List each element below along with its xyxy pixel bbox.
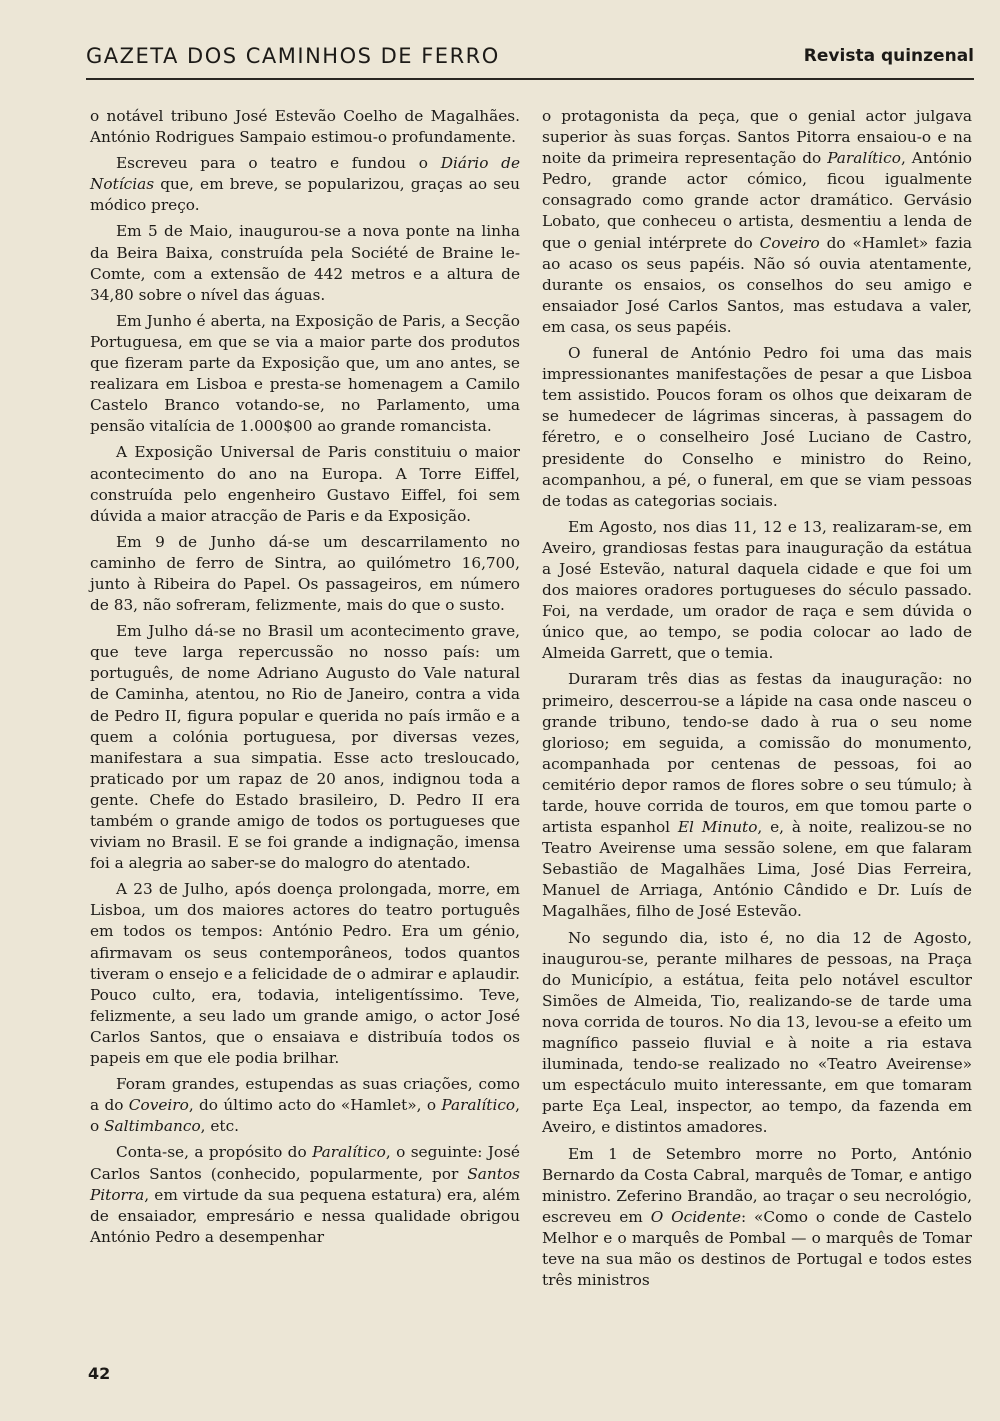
text-column-right bbox=[542, 106, 972, 1296]
publication-title: GAZETA DOS CAMINHOS DE FERRO bbox=[86, 44, 500, 68]
text-column-left bbox=[90, 106, 520, 1253]
article-paragraph: Em Julho dá-se no Brasil um acontecimento grave, que teve larga repercussão no nosso país: um português, de nome Adriano Augusto do Vale natural de Caminha, atentou, no Rio de Janeiro, contra a vida de Pedro II, figura popular e querida no país irmão e a quem a colónia portuguesa, por diversas vezes, manifestara a sua simpatia. Esse acto tresloucado, praticado por um rapaz de 20 anos, indignou toda a gente. Chefe do Estado brasileiro, D. Pedro II era também o grande amigo de todos os portugueses que viviam no Brasil. E se foi grande a indignação, imensa foi a alegria ao saber-se do malogro do atentado. bbox=[90, 622, 520, 873]
article-paragraph: No segundo dia, isto é, no dia 12 de Agosto, inaugurou-se, perante milhares de pessoas, na Praça do Município, a estátua, feita pelo notável escultor Simões de Almeida, Tio, realizando-se de tarde uma nova corrida de touros. No dia 13, levou-se a efeito um magnífico passeio fluvial e à noite a ria estava iluminada, tendo-se realizado no «Teatro Aveirense» um espectáculo muito interessante, em que tomaram parte Eça Leal, inspector, ao tempo, da fazenda em Aveiro, e distintos amadores. bbox=[542, 928, 972, 1137]
page-header bbox=[86, 42, 974, 80]
article-paragraph: Conta-se, a propósito do Paralítico, o seguinte: José Carlos Santos (conhecido, popularmente, por Santos Pitorra, em virtude da sua pequena estatura) era, além de ensaiador, empresário e nessa qualidade obrigou António Pedro a desempenhar bbox=[90, 1143, 520, 1246]
publication-subtitle: Revista quinzenal bbox=[803, 46, 974, 66]
article-paragraph: Em Agosto, nos dias 11, 12 e 13, realizaram-se, em Aveiro, grandiosas festas para inauguração da estátua a José Estevão, natural daquela cidade e que foi um dos maiores oradores portugueses do século passado. Foi, na verdade, um orador de raça e sem dúvida o único que, ao tempo, se podia colocar ao lado de Almeida Garrett, que o temia. bbox=[542, 517, 972, 663]
article-paragraph: A Exposição Universal de Paris constituiu o maior acontecimento do ano na Europa. A Torre Eiffel, construída pelo engenheiro Gustavo Eiffel, foi sem dúvida a maior atracção de Paris e da Exposição. bbox=[90, 443, 520, 525]
article-paragraph: Em Junho é aberta, na Exposição de Paris, a Secção Portuguesa, em que se via a maior parte dos produtos que fizeram parte da Exposição que, um ano antes, se realizara em Lisboa e presta-se homenagem a Camilo Castelo Branco votando-se, no Parlamento, uma pensão vitalícia de 1.000$00 ao grande romancista. bbox=[90, 311, 520, 436]
article-paragraph: Foram grandes, estupendas as suas criações, como a do Coveiro, do último acto do «Hamlet», o Paralítico, o Saltimbanco, etc. bbox=[90, 1075, 520, 1136]
article-paragraph: Duraram três dias as festas da inauguração: no primeiro, descerrou-se a lápide na casa onde nasceu o grande tribuno, tendo-se dado à rua o seu nome glorioso; em seguida, a comissão do monumento, acompanhada por centenas de pessoas, foi ao cemitério depor ramos de flores sobre o seu túmulo; à tarde, houve corrida de touros, em que tomou parte o artista espanhol El Minuto, e, à noite, realizou-se no Teatro Aveirense uma sessão solene, em que falaram Sebastião de Magalhães Lima, José Dias Ferreira, Manuel de Arriaga, António Cândido e Dr. Luís de Magalhães, filho de José Estevão. bbox=[542, 670, 973, 921]
article-paragraph: Em 1 de Setembro morre no Porto, António Bernardo da Costa Cabral, marquês de Tomar, e antigo ministro. Zeferino Brandão, ao traçar o seu necrológio, escreveu em O Ocidente: «Como o conde de Castelo Melhor e o marquês de Pombal — o marquês de Tomar teve na sua mão os destinos de Portugal e todos estes três ministros bbox=[542, 1144, 972, 1290]
article-paragraph: A 23 de Julho, após doença prolongada, morre, em Lisboa, um dos maiores actores do teatro português em todos os tempos: António Pedro. Era um génio, afirmavam os seus contemporâneos, todos quantos tiveram o ensejo e a felicidade de o admirar e aplaudir. Pouco culto, era, todavia, inteligentíssimo. Teve, felizmente, a seu lado um grande amigo, o actor José Carlos Santos, que o ensaiava e distribuía todos os papeis em que ele podia brilhar. bbox=[90, 880, 520, 1068]
article-paragraph: o protagonista da peça, que o genial actor julgava superior às suas forças. Santos Pitorra ensaiou-o e na noite da primeira representação do Paralítico, António Pedro, grande actor cómico, ficou igualmente consagrado como grande actor dramático. Gervásio Lobato, que conheceu o artista, desmentiu a lenda de que o genial intérprete do Coveiro do «Hamlet» fazia ao acaso os seus papéis. Não só ouvia atentamente, durante os ensaios, os conselhos do seu amigo e ensaiador José Carlos Santos, mas estudava a valer, em casa, os seus papéis. bbox=[542, 107, 973, 336]
page-number: 42 bbox=[88, 1364, 111, 1383]
article-paragraph: Em 5 de Maio, inaugurou-se a nova ponte na linha da Beira Baixa, construída pela Société de Braine le-Comte, com a extensão de 442 metros e a altura de 34,80 sobre o nível das águas. bbox=[90, 222, 520, 304]
article-paragraph: Em 9 de Junho dá-se um descarrilamento no caminho de ferro de Sintra, ao quilómetro 16,700, junto à Ribeira do Papel. Os passageiros, em número de 83, não sofreram, felizmente, mais do que o susto. bbox=[90, 532, 520, 615]
article-paragraph: o notável tribuno José Estevão Coelho de Magalhães. António Rodrigues Sampaio estimou-o profundamente. bbox=[90, 107, 520, 147]
article-paragraph: Escreveu para o teatro e fundou o Diário de Notícias que, em breve, se popularizou, graças ao seu módico preço. bbox=[90, 154, 520, 215]
article-paragraph: O funeral de António Pedro foi uma das mais impressionantes manifestações de pesar a que Lisboa tem assistido. Poucos foram os olhos que deixaram de se humedecer de lágrimas sinceras, à passagem do féretro, e o conselheiro José Luciano de Castro, presidente do Conselho e ministro do Reino, acompanhou, a pé, o funeral, em que se viam pessoas de todas as categorias sociais. bbox=[542, 344, 972, 510]
